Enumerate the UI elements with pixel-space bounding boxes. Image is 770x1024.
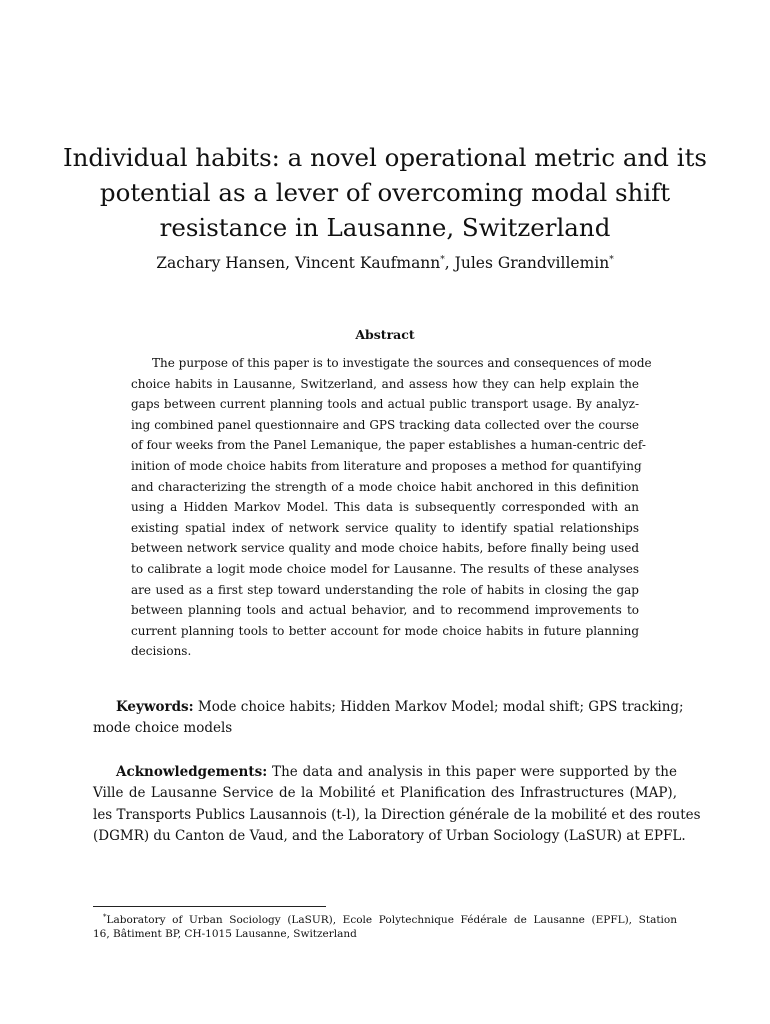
abstract-line: existing spatial index of network service quality to identify spatial relationships — [131, 520, 639, 535]
abstract-line: between planning tools and actual behavior, and to recommend improvements to — [131, 603, 639, 618]
acknowledgements-line: Ville de Lausanne Service de la Mobilité et Planification des Infrastructures (MAP), — [93, 785, 677, 802]
abstract-line: of four weeks from the Panel Lemanique, the paper establishes a human-centric def- — [131, 438, 646, 453]
author-name: Jules Grandvillemin — [454, 254, 610, 272]
footnote — [93, 909, 677, 943]
abstract-line: current planning tools to better account for mode choice habits in future planning — [131, 623, 639, 638]
author-list — [60, 249, 710, 274]
abstract-line: ing combined panel questionnaire and GPS tracking data collected over the course — [131, 417, 639, 432]
abstract-line: and characterizing the strength of a mode choice habit anchored in this definition — [131, 479, 639, 494]
keywords-line — [93, 697, 684, 718]
footnote-line — [93, 909, 677, 926]
title-line: Individual habits: a novel operational metric and its — [62, 143, 708, 172]
acknowledgements-line: (DGMR) du Canton de Vaud, and the Laboratory of Urban Sociology (LaSUR) at EPFL. — [93, 827, 686, 844]
acknowledgements-line: les Transports Publics Lausannois (t-l), la Direction générale de la mobilité et des routes — [93, 806, 701, 823]
author-names: Zachary Hansen, Vincent Kaufmann — [156, 254, 441, 272]
abstract-body — [131, 353, 652, 662]
abstract-line: decisions. — [131, 644, 192, 659]
abstract-line: inition of mode choice habits from literature and proposes a method for quantifying — [131, 458, 642, 473]
keywords-paragraph — [93, 697, 684, 740]
abstract-line: between network service quality and mode choice habits, before finally being used — [131, 541, 639, 556]
author-separator: , — [444, 254, 455, 272]
paper-title — [60, 140, 710, 245]
abstract-line: using a Hidden Markov Model. This data is subsequently corresponded with an — [131, 500, 639, 515]
footnote-divider — [93, 906, 326, 907]
footnote-mark: * — [103, 913, 107, 921]
acknowledgements-label: Acknowledgements: — [116, 764, 268, 780]
footnote-text: Laboratory of Urban Sociology (LaSUR), Ecole Polytechnique Fédérale de Lausanne (EPFL), Station — [106, 914, 677, 926]
abstract-line: choice habits in Lausanne, Switzerland, and assess how they can help explain the — [131, 376, 639, 391]
abstract-line: The purpose of this paper is to investigate the sources and consequences of mode — [152, 356, 652, 370]
affiliation-mark: * — [440, 255, 445, 265]
keywords-label: Keywords: — [116, 699, 194, 715]
abstract-line: are used as a first step toward understanding the role of habits in closing the gap — [131, 582, 639, 597]
title-line: potential as a lever of overcoming modal shift — [99, 178, 671, 207]
footnote-line: 16, Bâtiment BP, CH-1015 Lausanne, Switzerland — [93, 928, 357, 940]
abstract-line: gaps between current planning tools and actual public transport usage. By analyz- — [131, 397, 639, 412]
abstract-line: to calibrate a logit mode choice model for Lausanne. The results of these analyses — [131, 561, 639, 576]
keywords-text: Mode choice habits; Hidden Markov Model; modal shift; GPS tracking; — [193, 699, 684, 715]
abstract-heading: Abstract — [355, 327, 415, 342]
affiliation-mark: * — [609, 255, 614, 265]
acknowledgements-paragraph — [93, 762, 701, 847]
acknowledgements-line — [93, 762, 677, 783]
title-line: resistance in Lausanne, Switzerland — [159, 213, 611, 242]
acknowledgements-text: The data and analysis in this paper were supported by the — [267, 764, 677, 780]
keywords-line: mode choice models — [93, 720, 233, 737]
